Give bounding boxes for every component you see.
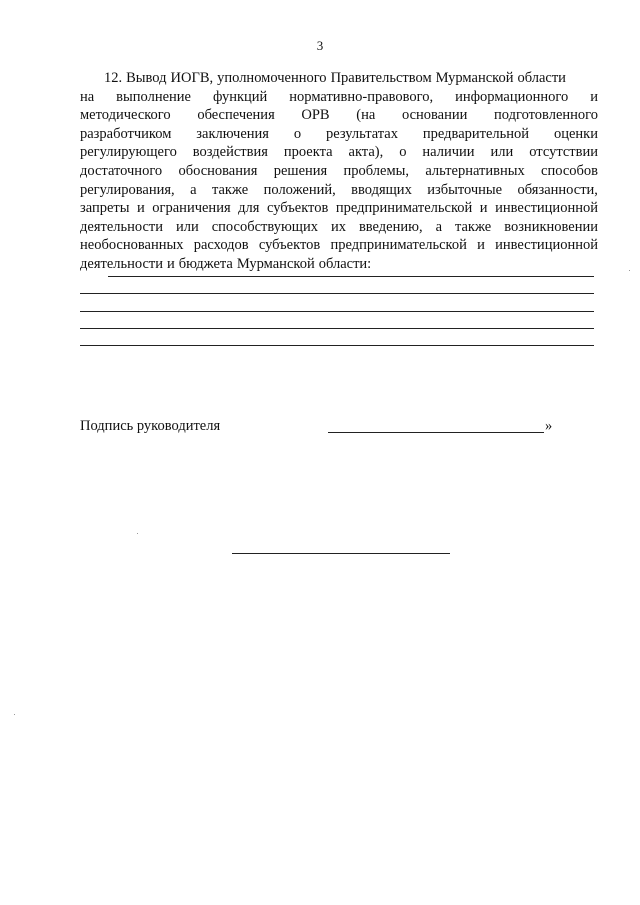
paragraph-line — [80, 106, 598, 125]
paragraph-word: а — [435, 218, 442, 235]
paragraph-word: подготовленного — [494, 107, 598, 124]
scan-speck — [137, 533, 138, 534]
paragraph-word: деятельности — [80, 255, 164, 272]
answer-line-3 — [80, 311, 594, 312]
paragraph-word: достаточного — [80, 162, 163, 179]
answer-line-1 — [108, 276, 594, 277]
paragraph-word: предпринимательской — [330, 237, 467, 254]
paragraph-word: проблемы, — [343, 162, 410, 179]
paragraph-word: расходов — [193, 237, 249, 254]
paragraph-word: альтернативных — [425, 162, 525, 179]
paragraph-word: Правительством — [330, 70, 432, 86]
paragraph-line — [80, 125, 598, 144]
paragraph-word: о — [293, 125, 302, 142]
paragraph-word: и — [137, 200, 145, 217]
paragraph-word: запреты — [80, 200, 130, 217]
paragraph-line — [80, 218, 598, 237]
answer-line-4 — [80, 328, 594, 329]
paragraph-word: заключения — [196, 125, 269, 142]
paragraph-word: Мурманской — [435, 70, 514, 86]
paragraph-word: регулирования, — [80, 181, 175, 198]
paragraph-word: методического — [80, 107, 171, 124]
paragraph-word: избыточные — [427, 181, 503, 198]
paragraph-word: инвестиционной — [495, 237, 598, 254]
paragraph-word: наличии — [422, 144, 475, 161]
paragraph-word: и — [590, 88, 598, 105]
paragraph-line — [80, 255, 598, 274]
paragraph-word: разработчиком — [80, 125, 172, 142]
paragraph-word: на — [80, 88, 95, 105]
paragraph-word: субъектов — [266, 200, 329, 217]
paragraph-word: также — [454, 218, 492, 235]
closing-rule — [232, 553, 450, 554]
paragraph-word: о — [399, 144, 407, 161]
paragraph-line — [80, 236, 598, 255]
paragraph-word: (на — [356, 107, 376, 124]
paragraph-word: Вывод — [126, 70, 167, 86]
paragraph-word: уполномоченного — [217, 70, 327, 86]
paragraph-word: акта), — [348, 144, 384, 161]
paragraph-word: функций — [212, 88, 268, 105]
paragraph-word: предварительной — [422, 125, 530, 142]
paragraph-word: а — [190, 181, 197, 198]
paragraph-word: информационного — [455, 88, 569, 105]
paragraph-word: деятельности — [80, 218, 164, 235]
paragraph-word: обязанности, — [517, 181, 598, 198]
paragraph-word: отсутствии — [529, 144, 598, 161]
paragraph-word: вводящих — [351, 181, 412, 198]
paragraph-word: регулирующего — [80, 144, 177, 161]
paragraph-word: основании — [401, 107, 468, 124]
paragraph-word: результатах — [326, 125, 398, 142]
paragraph-word: также — [211, 181, 249, 198]
paragraph-word: оценки — [553, 125, 598, 142]
paragraph-word: бюджета — [178, 255, 233, 272]
scan-speck — [14, 714, 15, 715]
paragraph-line — [80, 143, 598, 162]
paragraph-word: возникновении — [504, 218, 598, 235]
paragraph-word: обеспечения — [197, 107, 275, 124]
paragraph-word: инвестиционной — [495, 200, 598, 217]
paragraph-word: нормативно-правового, — [289, 88, 434, 105]
paragraph-word: способов — [541, 162, 598, 179]
paragraph-word: или — [175, 218, 199, 235]
paragraph-line — [80, 69, 598, 88]
paragraph-word: выполнение — [116, 88, 191, 105]
paragraph-line — [80, 88, 598, 107]
paragraph-word: необоснованных — [80, 237, 184, 254]
paragraph-word: положений, — [263, 181, 336, 198]
paragraph-word: 12. — [104, 70, 123, 86]
paragraph-word: способствующих — [211, 218, 318, 235]
page-number: 3 — [316, 38, 324, 53]
paragraph-word: и — [477, 237, 485, 254]
paragraph-word: ограничения — [152, 200, 231, 217]
paragraph-word: решения — [273, 162, 328, 179]
paragraph-word: Мурманской — [236, 255, 315, 272]
paragraph-word: введению, — [358, 218, 423, 235]
paragraph-word: ОРВ — [301, 107, 330, 124]
paragraph-word: обоснования — [178, 162, 258, 179]
paragraph-word: предпринимательской — [335, 200, 473, 217]
paragraph-line — [80, 199, 598, 218]
paragraph-word: воздействия — [192, 144, 268, 161]
paragraph-word: и — [167, 255, 175, 272]
paragraph-word: проекта — [283, 144, 333, 161]
signature-label: Подпись руководителя — [80, 418, 221, 434]
paragraph-word: их — [330, 218, 346, 235]
paragraph-word: или — [490, 144, 514, 161]
signature-closing-quote: » — [545, 418, 553, 434]
answer-line-5 — [80, 345, 594, 346]
paragraph-word: области — [517, 70, 566, 86]
conclusion-paragraph — [80, 69, 598, 274]
paragraph-word: субъектов — [258, 237, 321, 254]
paragraph-word: для — [238, 200, 260, 217]
paragraph-line — [80, 181, 598, 200]
answer-line-2 — [80, 293, 594, 294]
signature-line — [328, 432, 544, 433]
paragraph-word: ИОГВ, — [170, 70, 214, 86]
paragraph-word: области: — [318, 255, 372, 272]
paragraph-word: и — [479, 200, 488, 217]
paragraph-line — [80, 162, 598, 181]
scan-speck — [629, 270, 630, 271]
